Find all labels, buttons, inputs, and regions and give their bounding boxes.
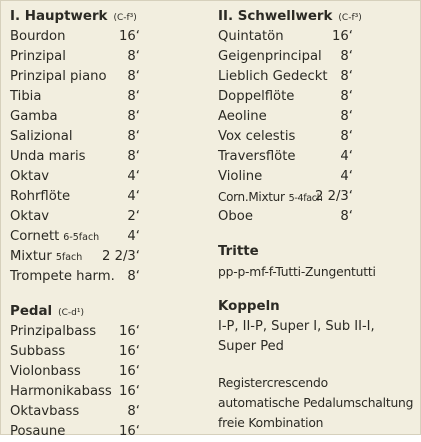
hauptwerk-title: I. Hauptwerk (10, 9, 108, 24)
stop-row (218, 187, 353, 207)
stop-footage: 8‘ (340, 129, 353, 144)
schwellwerk-title: II. Schwellwerk (218, 9, 333, 24)
stop-row (10, 187, 140, 207)
stop-row (10, 147, 140, 167)
stop-row (10, 27, 140, 47)
stop-row (10, 382, 140, 402)
stop-name (218, 207, 253, 227)
pedal-heading (10, 302, 140, 322)
stop-name-text: Doppelflöte (218, 89, 295, 104)
stop-name-text: Oktav (10, 169, 50, 184)
stop-row (10, 422, 140, 442)
stop-name (10, 67, 107, 87)
stop-name (10, 227, 99, 248)
stop-name (218, 187, 322, 209)
schwellwerk-stop-list (218, 27, 353, 227)
stop-name (10, 322, 96, 342)
stop-name (10, 127, 73, 147)
stop-row (10, 67, 140, 87)
stop-name-text: Lieblich Gedeckt (218, 69, 328, 84)
hauptwerk-range: (C-f³) (113, 13, 137, 23)
stop-row (10, 127, 140, 147)
stop-row (10, 322, 140, 342)
stop-name (10, 362, 81, 382)
stop-row (10, 362, 140, 382)
stop-name (218, 167, 262, 187)
stop-row (10, 47, 140, 67)
stop-row (218, 87, 353, 107)
stop-name-text: Prinzipalbass (10, 324, 97, 339)
stop-name (10, 267, 115, 287)
stop-footage: 8‘ (340, 109, 353, 124)
stop-footage: 16‘ (119, 324, 140, 339)
stop-footage: 4‘ (340, 169, 353, 184)
stop-name (10, 247, 82, 268)
stop-footage: 8‘ (127, 69, 140, 84)
pedal-stop-list (10, 322, 140, 442)
stop-name (218, 127, 295, 147)
stop-footage: 8‘ (127, 269, 140, 284)
stop-name (10, 402, 79, 422)
stop-row (10, 167, 140, 187)
stop-row (218, 47, 353, 67)
stop-name (10, 382, 112, 402)
stop-name-text: Trompete harm. (10, 269, 115, 284)
stop-footage: 8‘ (127, 89, 140, 104)
stop-row (10, 87, 140, 107)
stop-row (218, 147, 353, 167)
stop-name-text: Vox celestis (218, 129, 296, 144)
stop-name-text: Violine (218, 169, 263, 184)
koppeln-line-2: Super Ped (218, 339, 284, 354)
stop-name-text: Prinzipal piano (10, 69, 107, 84)
stop-name-text: Subbass (10, 344, 66, 359)
stop-footage: 8‘ (127, 404, 140, 419)
stop-name-text: Violonbass (10, 364, 81, 379)
stop-name (10, 187, 70, 207)
stop-footage: 4‘ (340, 149, 353, 164)
stop-footage: 16‘ (119, 384, 140, 399)
stop-name-text: Harmonikabass (10, 384, 112, 399)
pedal-range: (C-d¹) (58, 308, 84, 318)
stop-name (10, 167, 49, 187)
extra-freie-kombination: freie Kombination (218, 416, 324, 430)
stop-footage: 2 2/3‘ (315, 189, 353, 204)
hauptwerk-heading (10, 7, 140, 27)
stop-row (10, 267, 140, 287)
stop-name (218, 47, 322, 67)
stop-name (218, 107, 267, 127)
stop-footage: 8‘ (127, 149, 140, 164)
stop-row (10, 207, 140, 227)
stop-name-text: Mixtur (10, 249, 52, 264)
stop-name-text: Corn.Mixtur (218, 190, 285, 204)
stop-name (10, 207, 49, 227)
extra-registercrescendo: Registercrescendo (218, 376, 328, 390)
stop-name-detail: 6-5fach (63, 232, 100, 243)
stop-footage: 16‘ (119, 344, 140, 359)
stop-footage: 4‘ (127, 229, 140, 244)
stop-footage: 8‘ (340, 209, 353, 224)
stop-name-text: Salizional (10, 129, 73, 144)
stop-name-text: Bourdon (10, 29, 66, 44)
stop-footage: 8‘ (340, 89, 353, 104)
koppeln-line-1: I-P, II-P, Super I, Sub II-I, (218, 319, 375, 334)
stop-name-text: Unda maris (10, 149, 86, 164)
stop-name-text: Traversflöte (218, 149, 296, 164)
stop-row (10, 227, 140, 247)
stop-name-text: Quintatön (218, 29, 284, 44)
stop-name (10, 27, 65, 47)
stop-name-text: Rohrflöte (10, 189, 71, 204)
stop-footage: 8‘ (127, 129, 140, 144)
stop-name (10, 47, 66, 67)
stop-footage: 2 2/3‘ (102, 249, 140, 264)
stop-name (10, 422, 65, 442)
stop-row (218, 207, 353, 227)
stop-footage: 8‘ (127, 109, 140, 124)
stop-name (10, 87, 41, 107)
schwellwerk-heading (218, 7, 413, 27)
stop-row (218, 67, 353, 87)
stop-footage: 8‘ (127, 49, 140, 64)
stop-name-text: Gamba (10, 109, 58, 124)
stop-footage: 16‘ (119, 424, 140, 439)
left-column (10, 7, 140, 442)
tritte-heading: Tritte (218, 244, 259, 259)
stop-name-text: Oktavbass (10, 404, 80, 419)
stop-name-detail: 5-4fach (288, 193, 323, 204)
stop-name (218, 147, 296, 167)
schwellwerk-range: (C-f³) (338, 13, 362, 23)
stop-name (10, 342, 65, 362)
stop-footage: 8‘ (340, 49, 353, 64)
extra-pedalumschaltung: automatische Pedalumschaltung (218, 396, 414, 410)
hauptwerk-stop-list (10, 27, 140, 287)
stop-footage: 16‘ (332, 29, 353, 44)
stop-row (10, 247, 140, 267)
stop-name-text: Oktav (10, 209, 50, 224)
stop-row (10, 342, 140, 362)
stop-footage: 4‘ (127, 169, 140, 184)
tritte-text: pp-p-mf-f-Tutti-Zungentutti (218, 265, 376, 279)
stop-name-text: Posaune (10, 424, 66, 439)
koppeln-heading: Koppeln (218, 299, 280, 314)
stop-name-text: Cornett (10, 229, 60, 244)
stop-footage: 8‘ (340, 69, 353, 84)
stop-footage: 16‘ (119, 29, 140, 44)
right-column (218, 7, 413, 433)
stop-name (218, 27, 284, 47)
pedal-title: Pedal (10, 304, 53, 319)
stop-row (218, 107, 353, 127)
stop-footage: 4‘ (127, 189, 140, 204)
stop-name (218, 87, 294, 107)
stop-name-text: Geigenprincipal (218, 49, 322, 64)
stop-row (218, 167, 353, 187)
stop-row (10, 402, 140, 422)
stop-name-text: Tibia (10, 89, 42, 104)
stop-name (10, 107, 58, 127)
stop-name-text: Aeoline (218, 109, 267, 124)
stop-row (218, 127, 353, 147)
stop-name-detail: 5fach (55, 252, 83, 263)
stop-name-text: Prinzipal (10, 49, 66, 64)
stop-footage: 2‘ (127, 209, 140, 224)
stop-row (218, 27, 353, 47)
stop-name (218, 67, 328, 87)
stop-row (10, 107, 140, 127)
stop-name (10, 147, 86, 167)
stop-name-text: Oboe (218, 209, 253, 224)
stop-footage: 16‘ (119, 364, 140, 379)
